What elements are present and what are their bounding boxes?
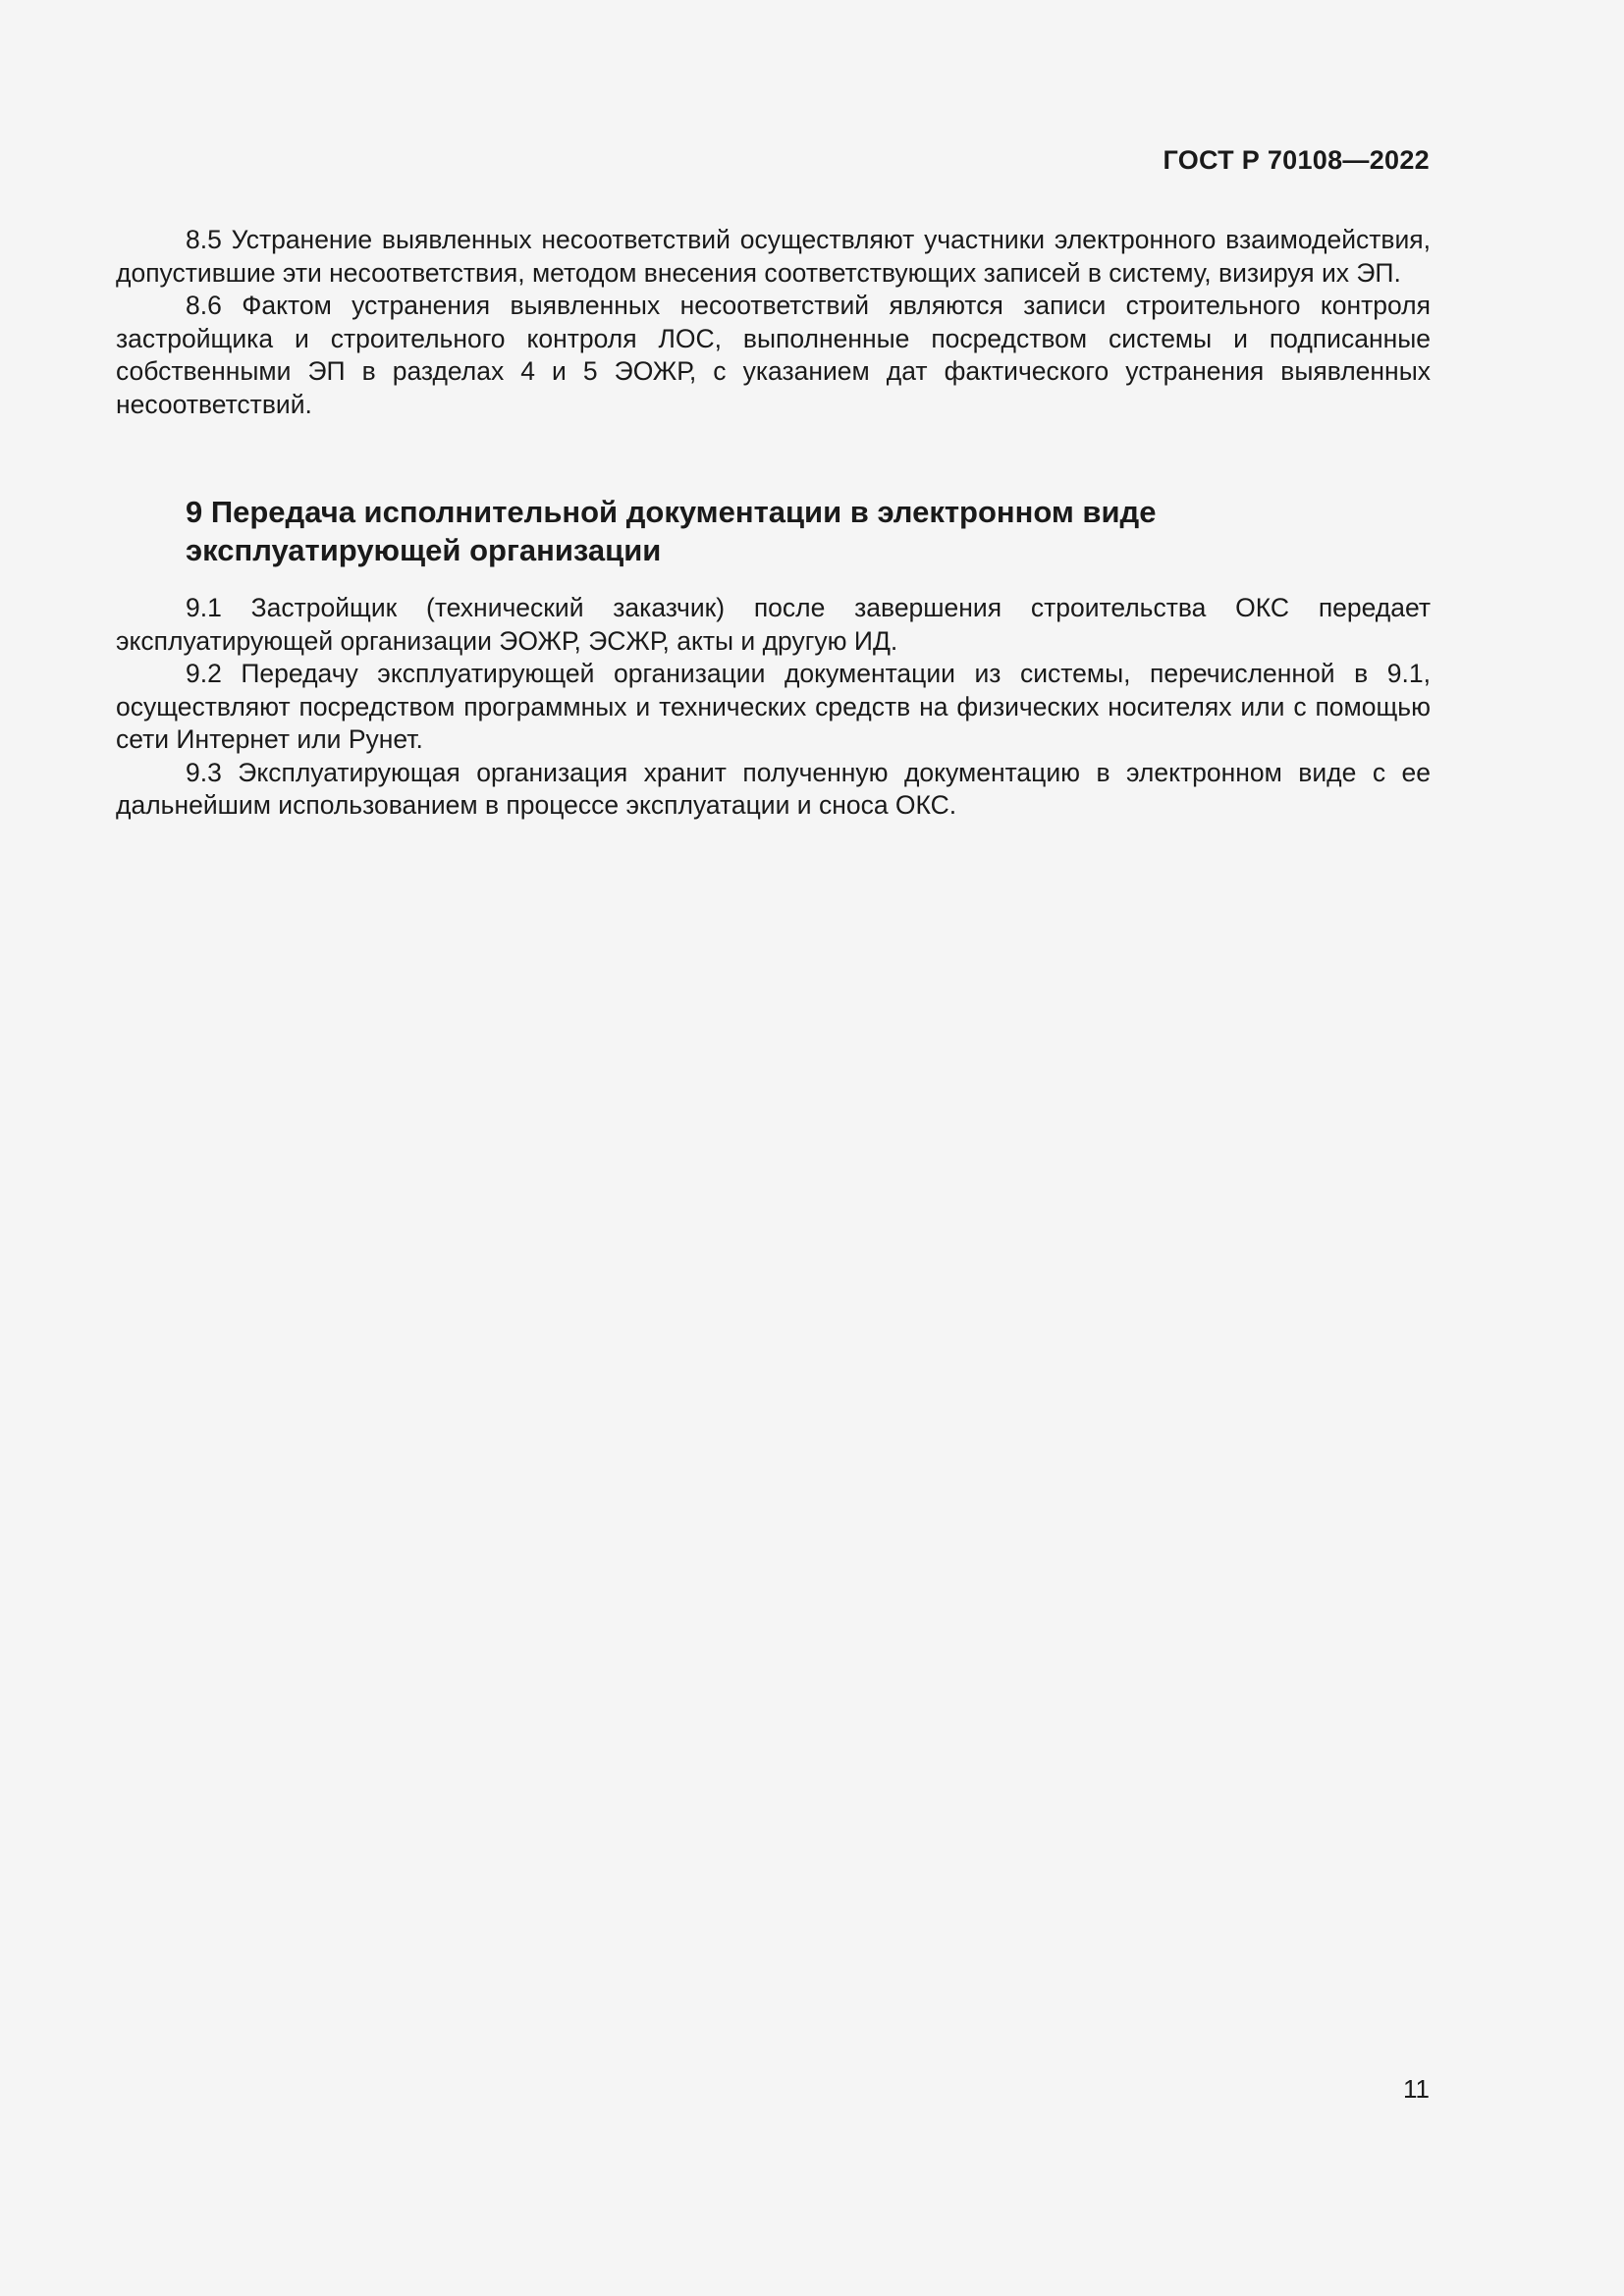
- paragraph-9-1: 9.1 Застройщик (технический заказчик) после завершения строительства ОКС передает эксплуатирующей организации ЭОЖР, ЭСЖР, акты и другую ИД.: [116, 593, 1431, 656]
- section-8-text: [116, 224, 1431, 421]
- paragraph-8-5: 8.5 Устранение выявленных несоответствий осуществляют участники электронного взаимодействия, допустившие эти несоответствия, методом внесения соответствующих записей в систему, визируя их ЭП.: [116, 225, 1431, 288]
- section-9-text: [116, 592, 1431, 823]
- section-9-heading: [186, 493, 1364, 569]
- page-number: 11: [1403, 2074, 1430, 2104]
- paragraph-8-6: 8.6 Фактом устранения выявленных несоответствий являются записи строительного контроля застройщика и строительного контроля ЛОС, выполненные посредством системы и подписанные собственными ЭП в разделах 4 и 5 ЭОЖР, с указанием дат фактического устранения выявленных несоответствий.: [116, 291, 1431, 419]
- section-9-heading-line-1: 9 Передача исполнительной документации в электронном виде: [186, 495, 1157, 529]
- paragraph-9-2: 9.2 Передачу эксплуатирующей организации документации из системы, перечисленной в 9.1, осуществляют посредством программных и технических средств на физических носителях или с помощью сети Интернет или Рунет.: [116, 659, 1431, 754]
- document-code: ГОСТ Р 70108—2022: [1163, 145, 1430, 175]
- section-9-heading-line-2: эксплуатирующей организации: [186, 533, 662, 567]
- paragraph-9-3: 9.3 Эксплуатирующая организация хранит полученную документацию в электронном виде с ее дальнейшим использованием в процессе эксплуатации и сноса ОКС.: [116, 757, 1431, 820]
